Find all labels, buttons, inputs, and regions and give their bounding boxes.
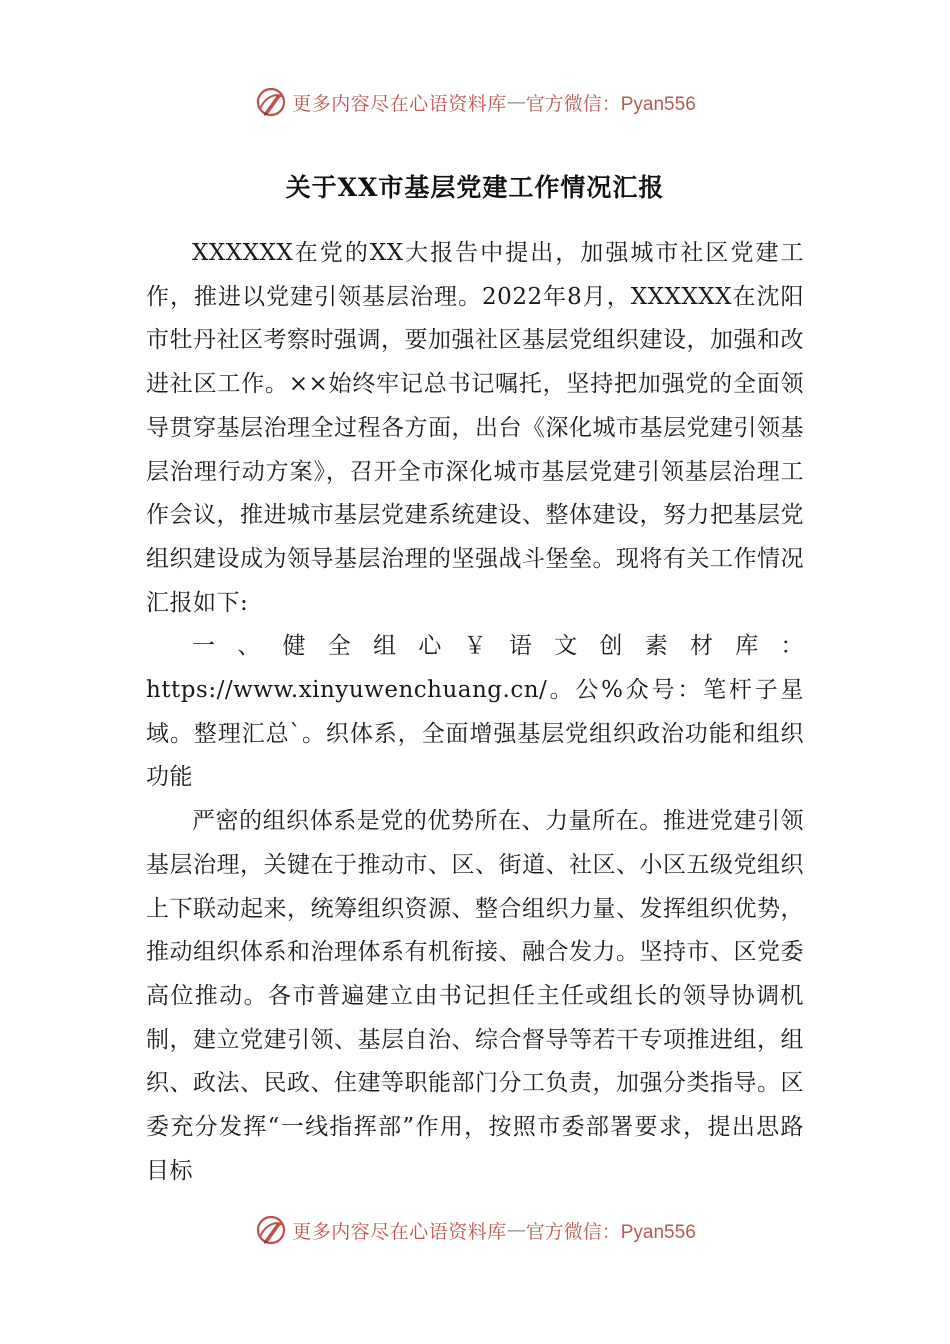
banner-contact-text: 官方微信：Pyan556 [525,93,696,115]
document-body [146,232,804,1193]
footer-banner [0,1210,950,1250]
banner-brand-text: 更多内容尽在心语资料库 [292,1220,507,1243]
document-title: 关于XX市基层党建工作情况汇报 [285,173,665,202]
banner-contact-text: 官方微信：Pyan556 [525,1221,696,1243]
paragraph-section-heading: 一、健全组心￥语文创素材库：https://www.xinyuwenchuang.cn/。公%众号：笔杆子星域。整理汇总`。织体系，全面增强基层党组织政治功能和组织功能 [146,633,804,791]
header-banner [0,82,950,122]
paragraph-organization: 严密的组织体系是党的优势所在、力量所在。推进党建引领基层治理，关键在于推动市、区、街道、社区、小区五级党组织上下联动起来，统筹组织资源、整合组织力量、发挥组织优势，推动组织体系和治理体系有机衔接、融合发力。坚持市、区党委高位推动。各市普遍建立由书记担任主任或组长的领导协调机制，建立党建引领、基层自治、综合督导等若干专项推进组，组织、政法、民政、住建等职能部门分工负责，加强分类指导。区委充分发挥“一线指挥部”作用，按照市委部署要求，提出思路目标 [146,808,804,1184]
banner-separator: — [506,1219,526,1241]
pen-swirl-logo-icon [254,85,288,119]
banner-separator: — [506,91,526,113]
pen-swirl-logo-icon [254,1213,288,1247]
paragraph-intro: XXXXXX在党的XX大报告中提出，加强城市社区党建工作，推进以党建引领基层治理。2022年8月，XXXXXX在沈阳市牡丹社区考察时强调，要加强社区基层党组织建设，加强和改进社区工作。××始终牢记总书记嘱托，坚持把加强党的全面领导贯穿基层治理全过程各方面，出台《深化城市基层党建引领基层治理行动方案》，召开全市深化城市基层党建引领基层治理工作会议，推进城市基层党建系统建设、整体建设，努力把基层党组织建设成为领导基层治理的坚强战斗堡垒。现将有关工作情况汇报如下: [146,240,804,616]
banner-brand-text: 更多内容尽在心语资料库 [292,92,507,115]
